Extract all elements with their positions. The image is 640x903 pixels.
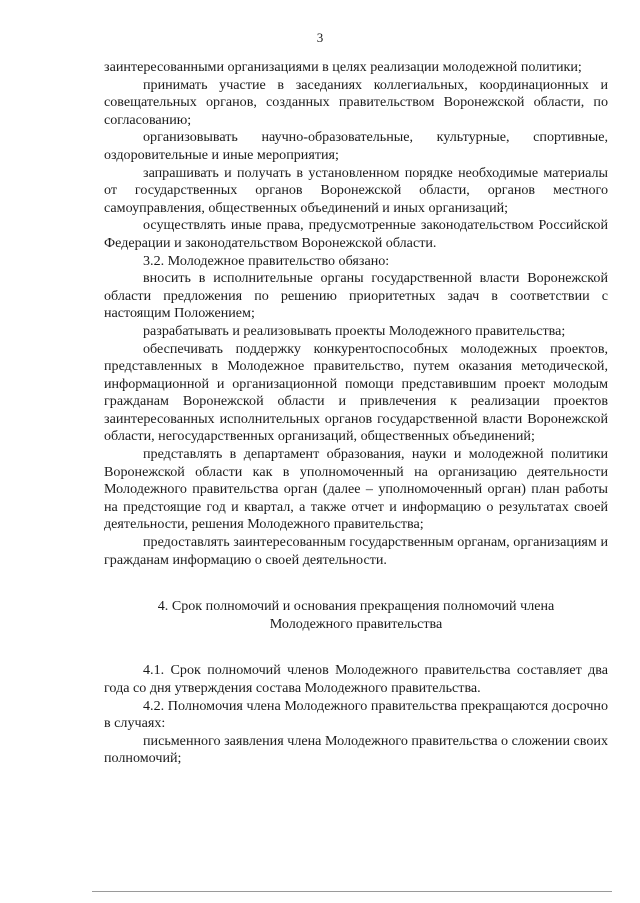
clause-4-2: 4.2. Полномочия члена Молодежного правительства прекращаются досрочно в случаях: — [104, 697, 608, 732]
spacer — [104, 569, 608, 598]
clause-3-2: 3.2. Молодежное правительство обязано: — [143, 252, 390, 269]
page-number: 3 — [316, 30, 324, 45]
spacer — [104, 633, 608, 662]
paragraph-continuation: заинтересованными организациями в целях реализации молодежной политики; — [104, 59, 582, 75]
bottom-rule — [92, 891, 612, 892]
paragraph-right-organize: организовывать научно-образовательные, культурные, спортивные, оздоровительные и иные мероприятия; — [104, 129, 608, 163]
paragraph-right-request: запрашивать и получать в установленном порядке необходимые материалы от государственных органов Воронежской области, органов местного самоуправления, общественных объединений и иных организаций; — [104, 164, 608, 216]
section-4-heading: 4. Срок полномочий и основания прекращения полномочий члена Молодежного правительства — [157, 598, 555, 632]
clause-4-1: 4.1. Срок полномочий членов Молодежного правительства составляет два года со дня утверждения состава Молодежного правительства. — [104, 662, 608, 696]
paragraph-duty-support: обеспечивать поддержку конкурентоспособных молодежных проектов, представленных в Молодежное правительство, путем оказания методической, информационной и организационной помощи представившим проект молодым гражданам Воронежской области и привлечения к реализации проектов заинтересованных исполнительных органов государственной власти Воронежской области, негосударственных организаций, общественных объединений; — [104, 340, 608, 445]
paragraph-termination-resignation: письменного заявления члена Молодежного правительства о сложении своих полномочий; — [104, 732, 608, 767]
paragraph-right-participate: принимать участие в заседаниях коллегиальных, координационных и совещательных органов, созданных правительством Воронежской области, по согласованию; — [104, 76, 608, 128]
paragraph-duty-inform: предоставлять заинтересованным государственным органам, организациям и гражданам информацию о своей деятельности. — [104, 534, 608, 568]
paragraph-right-other: осуществлять иные права, предусмотренные законодательством Российской Федерации и законодательством Воронежской области. — [104, 217, 608, 251]
paragraph-duty-report: представлять в департамент образования, науки и молодежной политики Воронежской области как в уполномоченный на организацию деятельности Молодежного правительства орган (далее – уполномоченный орган) план работы на предстоящие год и квартал, а также отчет и информацию о результатах своей деятельности, решения Молодежного правительства; — [104, 446, 608, 533]
document-body — [104, 59, 608, 768]
paragraph-duty-submit: вносить в исполнительные органы государственной власти Воронежской области предложения по решению приоритетных задач в соответствии с настоящим Положением; — [104, 270, 608, 322]
paragraph-duty-develop: разрабатывать и реализовывать проекты Молодежного правительства; — [143, 322, 566, 339]
